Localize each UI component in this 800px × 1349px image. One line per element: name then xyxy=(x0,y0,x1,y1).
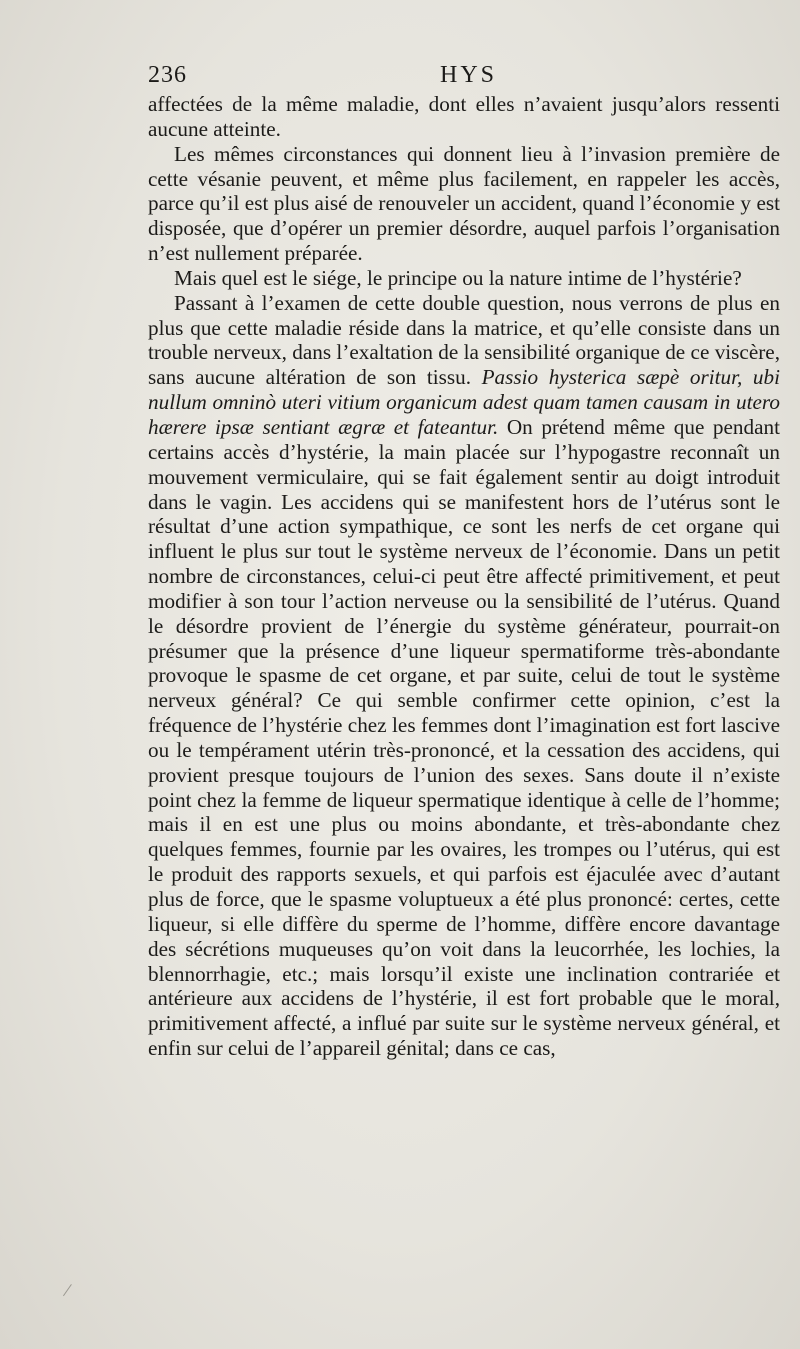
running-head: HYS xyxy=(440,62,498,88)
stray-mark xyxy=(63,1284,80,1302)
paragraph-circonstances: Les mêmes circonstances qui donnent lieu à l’invasion première de cette vésanie peuvent, et même plus facilement, en rappeler les accès, parce qu’il est plus aisé de renouveler un accident, quand l’économie y est disposée, que d’opérer un premier désordre, auquel parfois l’organisation n’est nullement préparée. xyxy=(148,141,780,266)
paragraph-continuation: affectées de la même maladie, dont elles n’avaient jusqu’alors ressenti aucune atteinte. xyxy=(148,92,780,141)
paragraph-question: Mais quel est le siége, le principe ou la nature intime de l’hystérie? xyxy=(174,265,742,290)
examen-continuation: On prétend même que pendant certains accès d’hystérie, la main placée sur l’hypogastre reconnaît un mouvement vermiculaire, qui se fait également sentir au doigt introduit dans le vagin. Les accidens qui se manifestent hors de l’utérus sont le résultat d’une action sympathique, ce sont les nerfs de cet organe qui influent le plus sur tout le système nerveux de l’économie. Dans un petit nombre de circonstances, celui-ci peut être affecté primitivement, et peut modifier à son tour l’action nerveuse ou la sensibilité de l’utérus. Quand le désordre provient de l’énergie du système générateur, pourrait-on présumer que la présence d’une liqueur spermatiforme très-abondante provoque le spasme de cet organe, et par suite, celui de tout le système nerveux général? Ce qui semble confirmer cette opinion, c’est la fréquence de l’hystérie chez les femmes dont l’imagination est fort lascive ou le tempérament utérin très-prononcé, et la cessation des accidens, qui provient presque toujours de l’union des sexes. Sans doute il n’existe point chez la femme de liqueur spermatique identique à celle de l’homme; mais il en est une plus ou moins abondante, et très-abondante chez quelques femmes, fournie par les ovaires, les trompes ou l’utérus, qui est le produit des rapports sexuels, et qui parfois est éjaculée avec d’autant plus de force, que le spasme voluptueux a été plus prononcé: certes, cette liqueur, si elle diffère du sperme de l’homme, diffère encore davantage des sécrétions muqueuses qu’on voit dans la leucorrhée, les lochies, la blennorrhagie, etc.; mais lorsqu’il existe une inclination contrariée et antérieure aux accidens de l’hystérie, il est fort probable que le moral, primitivement affecté, a influé par suite sur le système nerveux général, et enfin sur celui de l’appareil génital; dans ce cas, xyxy=(148,414,780,1061)
page-number: 236 xyxy=(148,62,187,88)
page-header xyxy=(148,62,778,92)
latin-quotation: Passio hysterica sæpè oritur, ubi nullum omninò uteri vitium organicum adest quam tamen causam in utero hærere ipsæ sentiant ægræ et fateantur. xyxy=(148,365,780,439)
examen-text: Passant à l’examen de cette double question, nous verrons de plus en plus que cette maladie réside dans la matrice, et qu’elle consiste dans un trouble nerveux, dans l’exaltation de la sensibilité organique de ce viscère, sans aucune altération de son tissu. xyxy=(148,290,780,390)
paragraph-examen xyxy=(148,291,780,1061)
body-text xyxy=(148,92,780,1061)
